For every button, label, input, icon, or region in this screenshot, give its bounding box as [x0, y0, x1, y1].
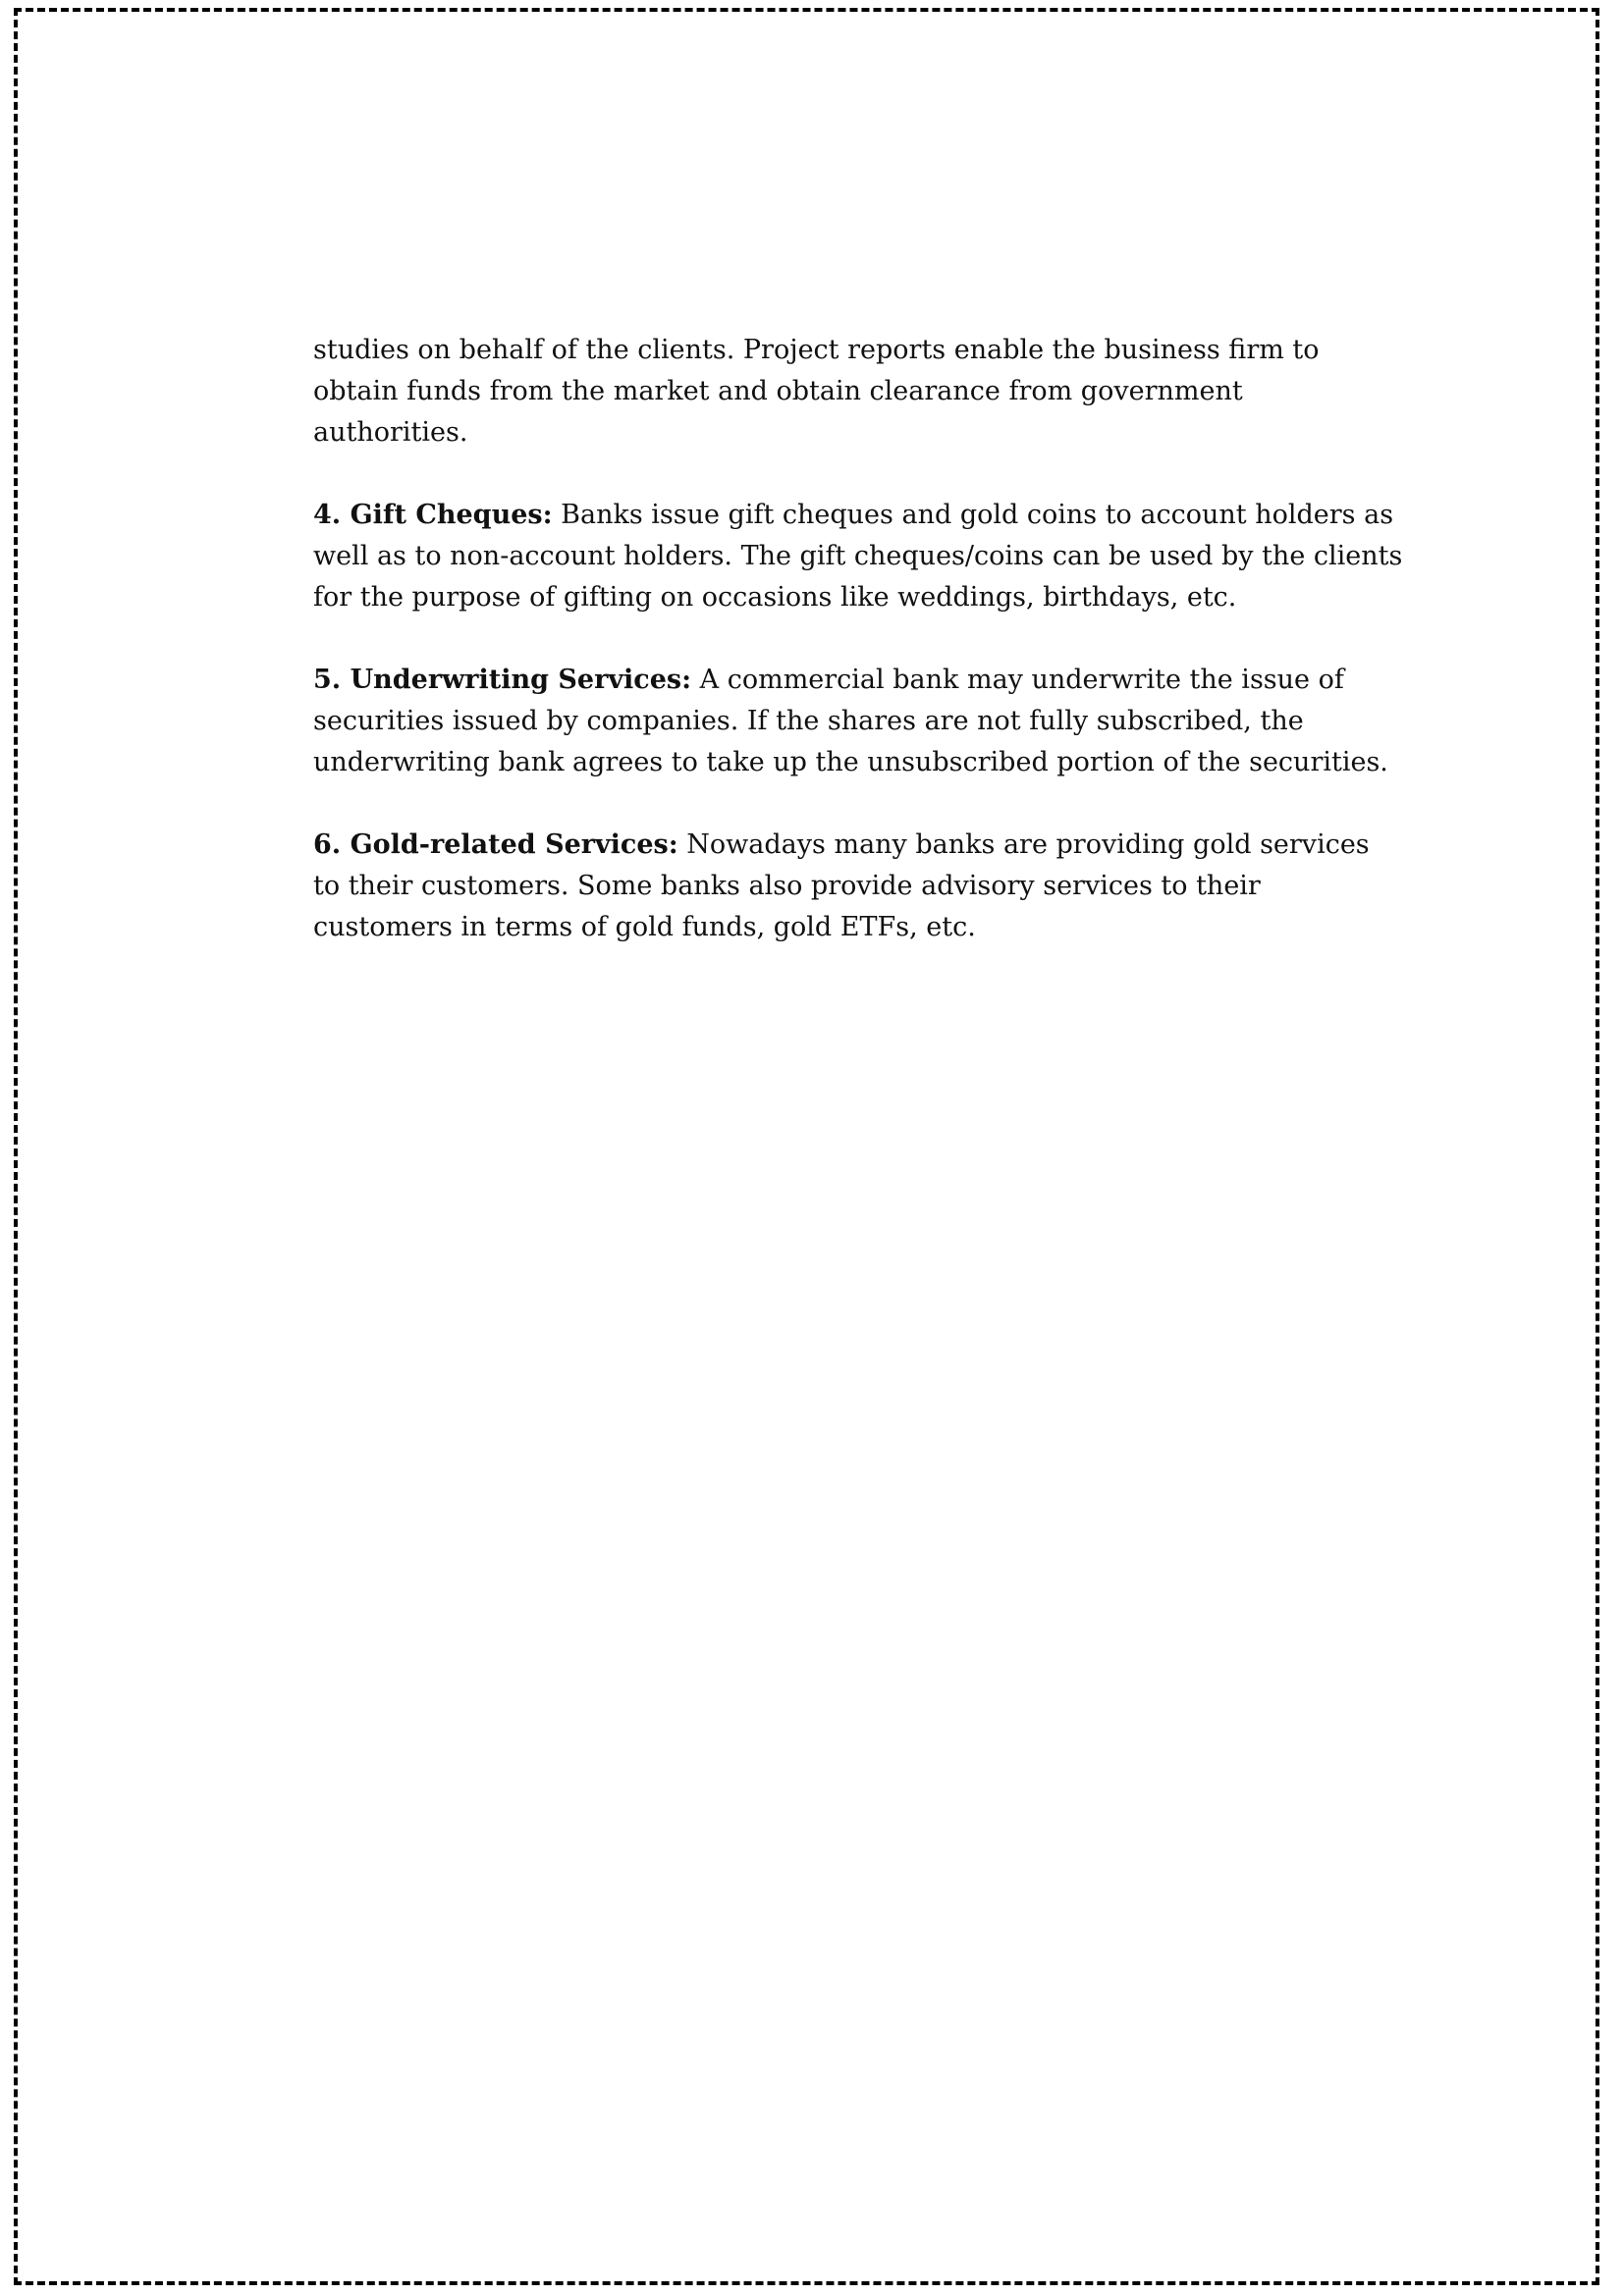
paragraph-text: Banks issue gift cheques and gold coins to account holders as well as to non-account holders. The gift cheques/coins can be used by the clients for the purpose of gifting on occasions like weddings, birthdays, etc. [313, 500, 1403, 613]
paragraph-gift-cheques [313, 495, 1403, 618]
paragraph-text: Nowadays many banks are providing gold services to their customers. Some banks also provide advisory services to their customers in terms of gold funds, gold ETFs, etc. [313, 829, 1370, 942]
paragraph-heading: 6. Gold-related Services: [313, 829, 678, 860]
document-body [313, 330, 1403, 989]
paragraph-text: studies on behalf of the clients. Project reports enable the business firm to obtain funds from the market and obtain clearance from government authorities. [313, 335, 1320, 448]
paragraph-text: A commercial bank may underwrite the issue of securities issued by companies. If the shares are not fully subscribed, the underwriting bank agrees to take up the unsubscribed portion of the securities. [313, 665, 1388, 777]
paragraph-gold-related-services [313, 825, 1403, 948]
paragraph-continuation [313, 330, 1403, 454]
paragraph-underwriting-services [313, 660, 1403, 783]
paragraph-heading: 4. Gift Cheques: [313, 500, 553, 530]
paragraph-heading: 5. Underwriting Services: [313, 665, 692, 695]
